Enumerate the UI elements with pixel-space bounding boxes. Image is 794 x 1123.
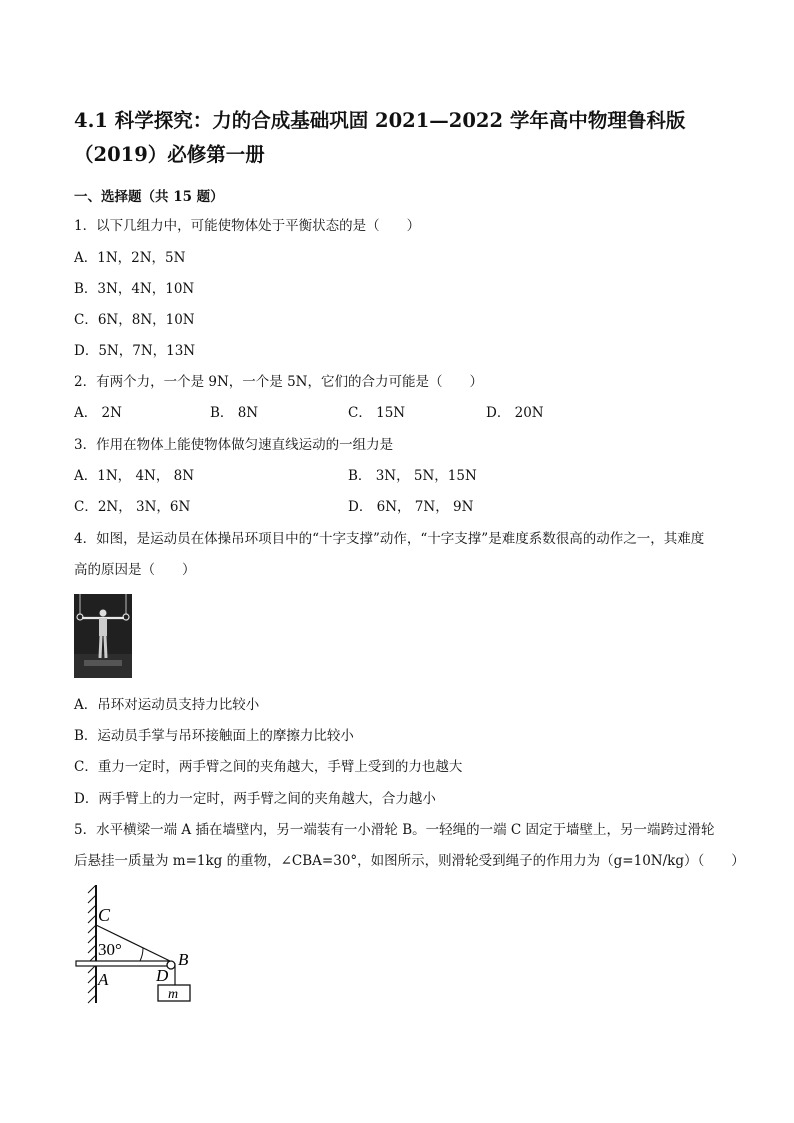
q2-option-d: D． 20N [486,405,544,421]
label-angle: 30° [98,940,122,959]
angle-arc [140,948,143,961]
q4-stem-line-2: 高的原因是（ ） [74,562,196,578]
q4-option-c: C．重力一定时，两手臂之间的夹角越大，手臂上受到的力也越大 [74,759,463,775]
q2-stem: 2．有两个力，一个是 9N，一个是 5N，它们的合力可能是（ ） [74,374,483,390]
q2-option-b: B． 8N [210,405,259,421]
q1-option-d: D．5N，7N，13N [74,343,196,359]
q2-option-c: C． 15N [348,405,406,421]
q3-option-c: C．2N， 3N，6N [74,499,191,515]
q4-stem-line-1: 4．如图，是运动员在体操吊环项目中的“十字支撑”动作，“十字支撑”是难度系数很高的动作之一，其难度 [74,531,705,547]
title-line-1: 4.1 科学探究：力的合成基础巩固 2021—2022 学年高中物理鲁科版 [74,109,686,132]
q2-option-a: A． 2N [74,405,122,421]
q4-option-b: B．运动员手掌与吊环接触面上的摩擦力比较小 [74,728,354,744]
q1-option-b: B．3N，4N，10N [74,281,195,297]
q5-stem-line-1: 5．水平横梁一端 A 插在墙壁内，另一端装有一小滑轮 B。一轻绳的一端 C 固定于墙壁上，另一端跨过滑轮 [74,822,715,838]
q4-option-d: D．两手臂上的力一定时，两手臂之间的夹角越大，合力越小 [74,791,436,807]
document-title [74,104,734,172]
label-m: m [168,987,179,1002]
label-d: D [156,966,169,985]
q1-option-c: C．6N，8N，10N [74,312,195,328]
beam [76,961,168,966]
label-a: A [98,970,109,989]
q3-option-a: A．1N， 4N， 8N [74,468,195,484]
label-b: B [178,950,189,969]
title-line-2: （2019）必修第一册 [74,143,265,166]
pulley-diagram-svg [74,885,204,1005]
label-c: C [98,905,111,925]
q3-option-d: D． 6N， 7N， 9N [348,499,474,515]
section-heading: 一、选择题（共 15 题） [74,189,224,205]
q1-stem: 1．以下几组力中，可能使物体处于平衡状态的是（ ） [74,218,421,234]
q3-stem: 3．作用在物体上能使物体做匀速直线运动的一组力是 [74,437,394,453]
q1-option-a: A．1N，2N，5N [74,250,186,266]
q3-option-b: B． 3N， 5N，15N [348,468,477,484]
q4-option-a: A．吊环对运动员支持力比较小 [74,697,260,713]
q5-stem-line-2: 后悬挂一质量为 m=1kg 的重物，∠CBA=30°，如图所示，则滑轮受到绳子的作用力为（g=10N/kg）（ ） [74,853,745,869]
wall-hatching [88,885,96,1003]
pulley-diagram [74,885,204,1005]
gymnast-rings-illustration [74,594,132,678]
gymnast-rings-photo [74,594,132,678]
